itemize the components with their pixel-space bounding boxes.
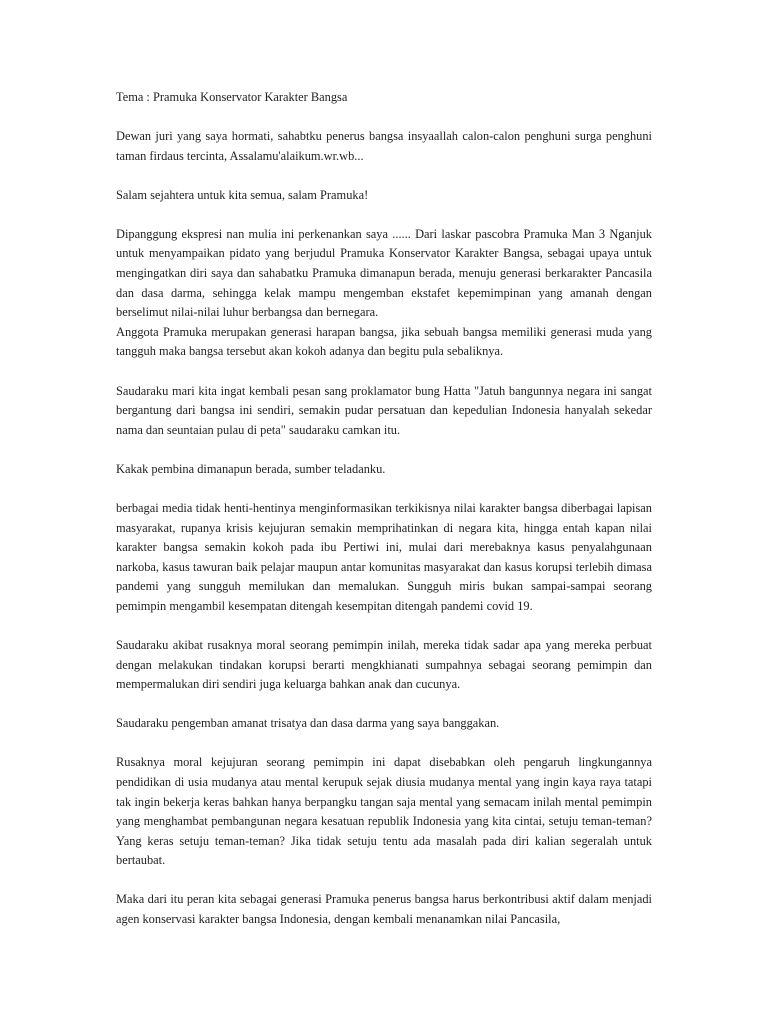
- paragraph-salam: Salam sejahtera untuk kita semua, salam Pramuka!: [116, 187, 369, 202]
- document-page: [116, 88, 652, 949]
- paragraph-greeting: Dewan juri yang saya hormati, sahabtku penerus bangsa insyaallah calon-calon penghuni surga penghuni taman firdaus tercinta, Assalamu'alaikum.wr.wb...: [116, 129, 652, 163]
- paragraph-rusaknya: Rusaknya moral kejujuran seorang pemimpin ini dapat disebabkan oleh pengaruh lingkungannya pendidikan di usia mudanya atau mental kerupuk sejak diusia mudanya mental yang ingin kaya raya tatapi tak ingin bekerja keras bahkan hanya berpangku tangan saja mental yang semacam inilah mental pemimpin yang menghambat pembangunan negara kesatuan republik Indonesia yang kita cintai, setuju teman-teman? Yang keras setuju teman-teman? Jika tidak setuju tentu ada masalah pada diri kalian segeralah untuk bertaubat.: [116, 755, 652, 868]
- document-title: Tema : Pramuka Konservator Karakter Bangsa: [116, 90, 348, 104]
- paragraph-anggota: Anggota Pramuka merupakan generasi harapan bangsa, jika sebuah bangsa memiliki generasi muda yang tangguh maka bangsa tersebut akan kokoh adanya dan begitu pula sebaliknya.: [116, 324, 652, 359]
- paragraph-opening: Dipanggung ekspresi nan mulia ini perkenankan saya ...... Dari laskar pascobra Pramuka Man 3 Nganjuk untuk menyampaikan pidato yang berjudul Pramuka Konservator Karakter Bangsa, sebagai upaya untuk mengingatkan diri saya dan sahabatku Pramuka dimanapun berada, menuju generasi berkarakter Pancasila dan dasa darma, sehingga kelak mampu mengemban ekstafet kepemimpinan yang amanah dengan berselimut nilai-nilai luhur berbangsa dan bernegara.: [116, 226, 652, 320]
- paragraph-peran: Maka dari itu peran kita sebagai generasi Pramuka penerus bangsa harus berkontribusi aktif dalam menjadi agen konservasi karakter bangsa Indonesia, dengan kembali menanamkan nilai Pancasila,: [116, 892, 652, 926]
- paragraph-pembina: Kakak pembina dimanapun berada, sumber teladanku.: [116, 461, 386, 476]
- paragraph-media: berbagai media tidak henti-hentinya menginformasikan terkikisnya nilai karakter bangsa diberbagai lapisan masyarakat, rupanya krisis kejujuran semakin memprihatinkan di negara kita, hingga entah kapan nilai karakter bangsa semakin kokoh pada ibu Pertiwi ini, mulai dari merebaknya kasus penyalahgunaan narkoba, kasus tawuran baik pelajar maupun antar komunitas masyarakat dan kasus korupsi terlebih dimasa pandemi yang sungguh memilukan dan memalukan. Sungguh miris bukan sampai-sampai seorang pemimpin mengambil kesempatan ditengah kesempitan ditengah pandemi covid 19.: [116, 500, 652, 613]
- paragraph-moral: Saudaraku akibat rusaknya moral seorang pemimpin inilah, mereka tidak sadar apa yang mereka perbuat dengan melakukan tindakan korupsi berarti mengkhianati sumpahnya sebagai seorang pemimpin dan mempermalukan diri sendiri juga keluarga bahkan anak dan cucunya.: [116, 637, 652, 692]
- paragraph-trisatya: Saudaraku pengemban amanat trisatya dan dasa darma yang saya banggakan.: [116, 716, 500, 731]
- paragraph-hatta: Saudaraku mari kita ingat kembali pesan sang proklamator bung Hatta "Jatuh bangunnya negara ini sangat bergantung dari bangsa ini sendiri, semakin pudar persatuan dan kepedulian Indonesia hanyalah sekedar nama dan seuntaian pulau di peta" saudaraku camkan itu.: [116, 383, 652, 437]
